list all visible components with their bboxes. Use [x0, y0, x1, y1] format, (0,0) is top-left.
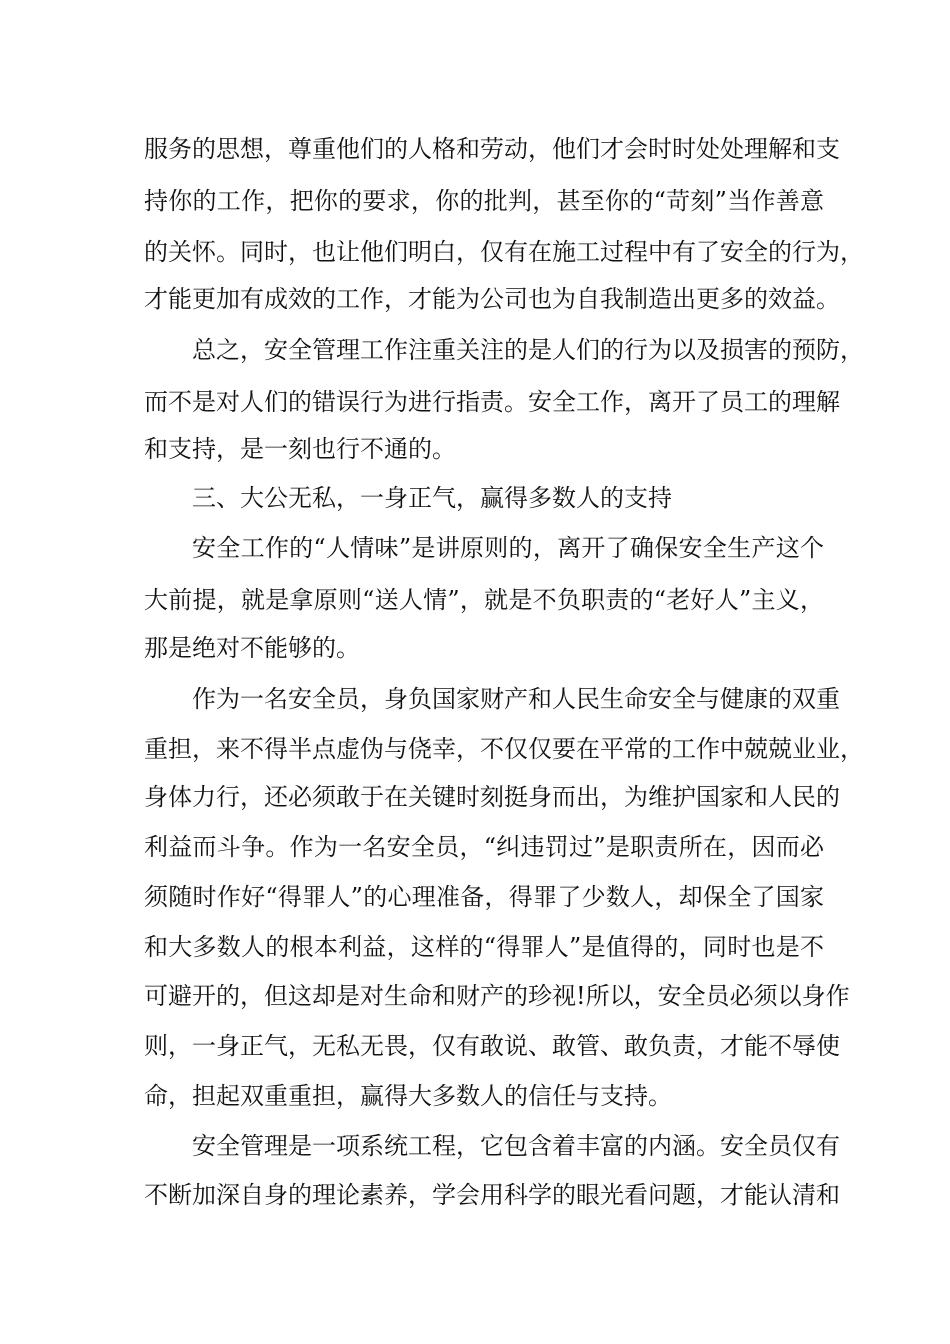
text-line: 持你的工作，把你的要求，你的批判，甚至你的“苛刻”当作善意	[144, 187, 824, 215]
text-line: 大前提，就是拿原则“送人情”，就是不负职责的“老好人”主义，	[144, 586, 824, 614]
text-line: 命，担起双重重担，赢得大多数人的信任与支持。	[144, 1082, 672, 1110]
text-line: 可避开的，但这却是对生命和财产的珍视!所以，安全员必须以身作	[144, 982, 850, 1010]
text-line: 安全工作的“人情味”是讲原则的，离开了确保安全生产这个	[192, 534, 824, 562]
text-line: 身体力行，还必须敢于在关键时刻挺身而出，为维护国家和人民的	[144, 783, 840, 811]
text-line: 须随时作好“得罪人”的心理准备，得罪了少数人，却保全了国家	[144, 883, 824, 911]
text-line: 那是绝对不能够的。	[144, 634, 360, 662]
text-line: 总之，安全管理工作注重关注的是人们的行为以及损害的预防，	[192, 336, 864, 364]
text-line: 服务的思想，尊重他们的人格和劳动，他们才会时时处处理解和支	[144, 135, 840, 163]
section-heading: 三、大公无私，一身正气，赢得多数人的支持	[192, 484, 672, 512]
text-line: 重担，来不得半点虚伪与侥幸，不仅仅要在平常的工作中兢兢业业，	[144, 735, 864, 763]
text-line: 和支持，是一刻也行不通的。	[144, 435, 456, 463]
text-line: 才能更加有成效的工作，才能为公司也为自我制造出更多的效益。	[144, 285, 840, 313]
text-line: 而不是对人们的错误行为进行指责。安全工作，离开了员工的理解	[144, 388, 840, 416]
text-line: 不断加深自身的理论素养，学会用科学的眼光看问题，才能认清和	[144, 1181, 840, 1209]
text-line: 和大多数人的根本利益，这样的“得罪人”是值得的，同时也是不	[144, 933, 824, 961]
text-line: 则，一身正气，无私无畏，仅有敢说、敢管、敢负责，才能不辱使	[144, 1032, 840, 1060]
text-line: 安全管理是一项系统工程，它包含着丰富的内涵。安全员仅有	[192, 1132, 840, 1160]
text-line: 作为一名安全员，身负国家财产和人民生命安全与健康的双重	[192, 685, 840, 713]
text-line: 利益而斗争。作为一名安全员，“纠违罚过”是职责所在，因而必	[144, 833, 824, 861]
text-line: 的关怀。同时，也让他们明白，仅有在施工过程中有了安全的行为，	[144, 238, 864, 266]
